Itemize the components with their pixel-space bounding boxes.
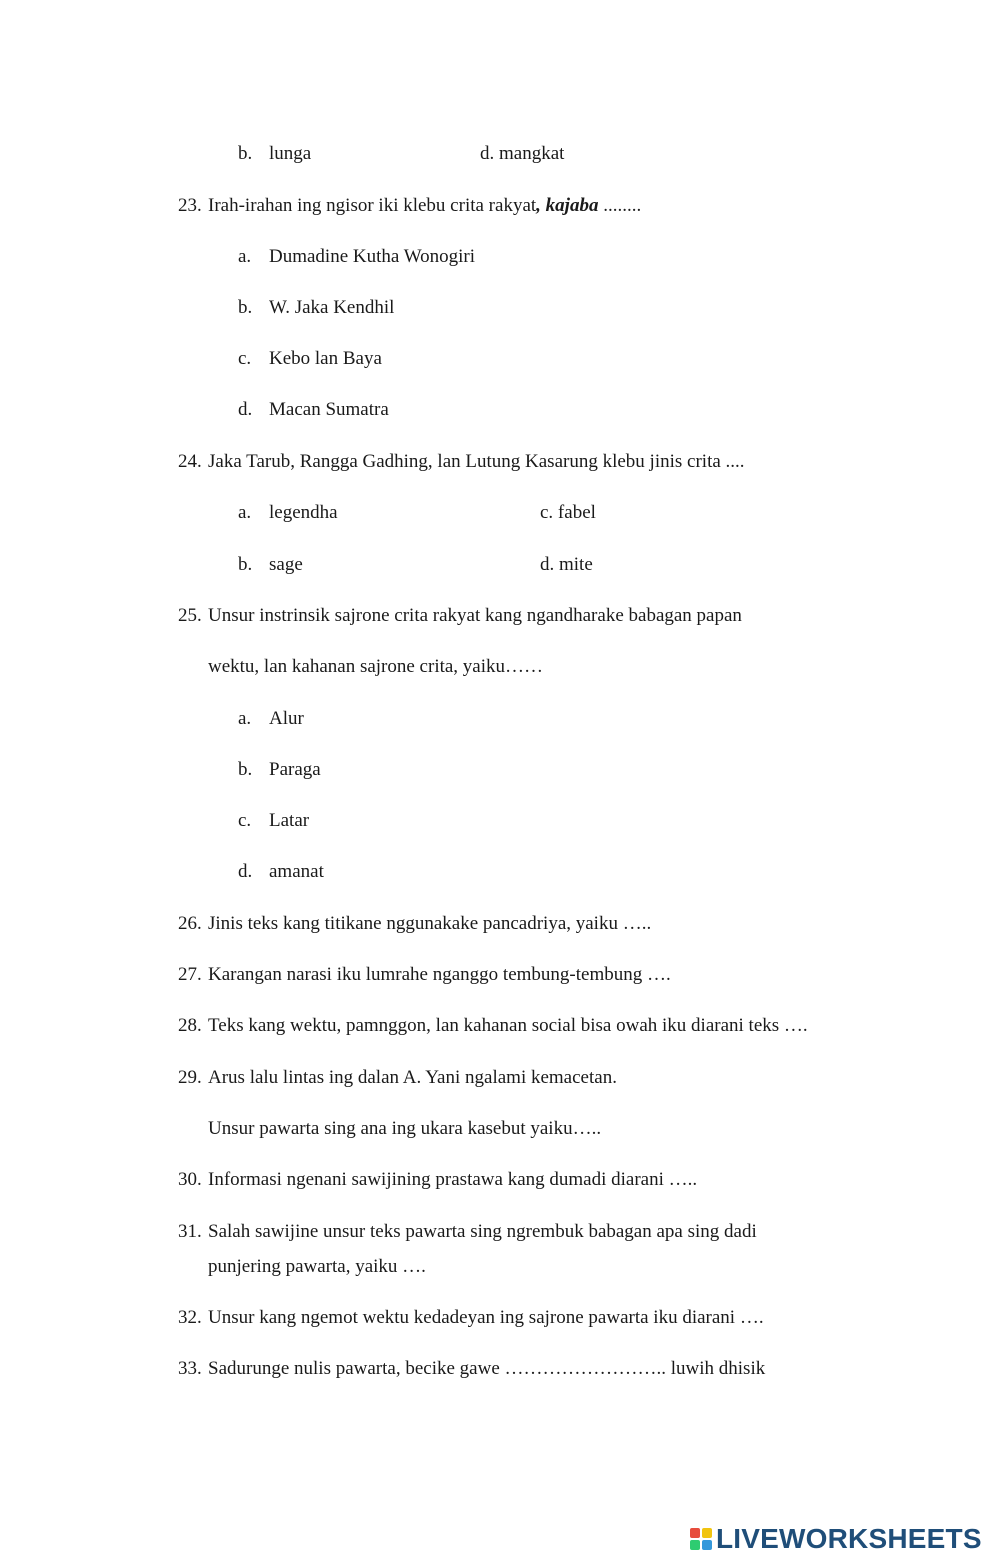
q25-option-c-text: Latar [269,810,310,831]
q25-option-d-text: amanat [269,861,324,882]
q29-number: 29. [178,1067,202,1088]
q31-question-line2: punjering pawarta, yaiku …. [208,1256,426,1277]
q23-option-c-text: Kebo lan Baya [269,348,382,369]
q23-option-b-marker: b. [238,297,253,318]
q23-emphasis: , kajaba [536,195,599,216]
q31-question-line1: Salah sawijine unsur teks pawarta sing ngrembuk babagan apa sing dadi [208,1221,757,1242]
q32-number: 32. [178,1307,202,1328]
q23-option-a-text: Dumadine Kutha Wonogiri [269,246,476,267]
q25-option-a-marker: a. [238,708,252,729]
q23-option-b-text: W. Jaka Kendhil [269,297,395,318]
q24-option-d: d. mite [540,554,593,575]
q25-option-b-marker: b. [238,759,253,780]
q23-option-d-marker: d. [238,399,253,420]
q23-number: 23. [178,195,202,216]
q24-option-b-text: sage [269,554,303,575]
q24-option-a-text: legendha [269,502,338,523]
q23-text: Irah-irahan ing ngisor iki klebu crita rakyat [208,195,537,216]
q28-question: Teks kang wektu, pamnggon, lan kahanan social bisa owah iku diarani teks …. [208,1015,808,1036]
q23-option-d-text: Macan Sumatra [269,399,389,420]
q23-option-c-marker: c. [238,348,252,369]
q25-option-b-text: Paraga [269,759,321,780]
q24-number: 24. [178,451,202,472]
live-squares-icon [690,1526,712,1552]
q25-option-c-marker: c. [238,810,252,831]
q33-number: 33. [178,1358,202,1379]
q30-number: 30. [178,1169,202,1190]
q23-question [208,194,641,218]
q25-number: 25. [178,605,202,626]
q24-option-c: c. fabel [540,502,596,523]
liveworksheets-logo [690,1523,982,1555]
q29-question-line1: Arus lalu lintas ing dalan A. Yani ngalami kemacetan. [208,1067,617,1088]
q27-number: 27. [178,964,202,985]
q23-dots: ........ [598,195,642,216]
brand-name: LIVEWORKSHEETS [716,1523,982,1554]
q25-option-d-marker: d. [238,861,253,882]
q30-question: Informasi ngenani sawijining prastawa kang dumadi diarani ….. [208,1169,698,1190]
q25-question-line1: Unsur instrinsik sajrone crita rakyat kang ngandharake babagan papan [208,605,742,626]
q25-option-a-text: Alur [269,708,304,729]
q22-option-b-text: lunga [269,143,312,164]
q29-question-line2: Unsur pawarta sing ana ing ukara kasebut yaiku….. [208,1118,602,1139]
q27-question: Karangan narasi iku lumrahe nganggo tembung-tembung …. [208,964,671,985]
q24-question: Jaka Tarub, Rangga Gadhing, lan Lutung Kasarung klebu jinis crita .... [208,451,745,472]
q24-option-a-marker: a. [238,502,252,523]
q22-option-d: d. mangkat [480,143,565,164]
q32-question: Unsur kang ngemot wektu kedadeyan ing sajrone pawarta iku diarani …. [208,1307,764,1328]
q23-option-a-marker: a. [238,246,252,267]
q26-number: 26. [178,913,202,934]
q26-question: Jinis teks kang titikane nggunakake pancadriya, yaiku ….. [208,913,652,934]
q25-question-line2: wektu, lan kahanan sajrone crita, yaiku…… [208,656,544,677]
q22-option-b-marker: b. [238,143,253,164]
q31-number: 31. [178,1221,202,1242]
q24-option-b-marker: b. [238,554,253,575]
q33-question: Sadurunge nulis pawarta, becike gawe …………………….. luwih dhisik [208,1358,766,1379]
q28-number: 28. [178,1015,202,1036]
